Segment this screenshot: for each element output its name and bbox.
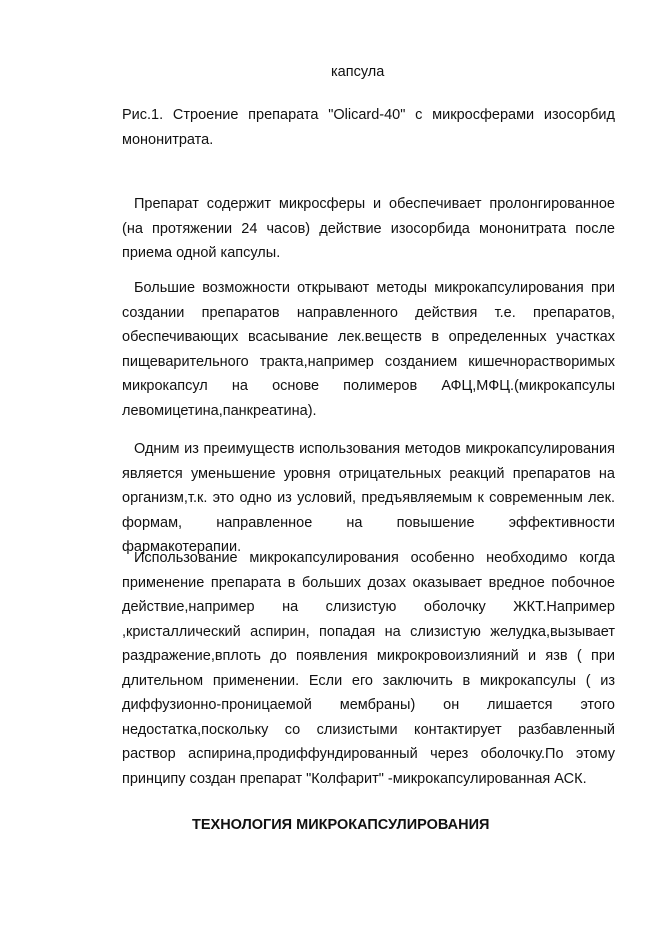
paragraph-3: Одним из преимуществ использования методов микрокапсулирования является уменьшение уровня отрицательных реакций препаратов на организм,т.к. это одно из условий, предъявляемым к современным лек. формам, направленное на повышение эффективности фармакотерапии. (122, 441, 615, 555)
paragraph-1: Препарат содержит микросферы и обеспечивает пролонгированное (на протяжении 24 часов) действие изосорбида мононитрата после приема одной капсулы. (122, 196, 615, 261)
paragraph-2: Большие возможности открывают методы микрокапсулирования при создании препаратов направленного действия т.е. препаратов, обеспечивающих всасывание лек.веществ в определенных участках пищеварительного тракта,например созданием кишечнорастворимых микрокапсул на основе полимеров АФЦ,МФЦ.(микрокапсулы левомицетина,панкреатина). (122, 280, 615, 419)
figure-caption: Рис.1. Строение препарата "Olicard-40" с микросферами изосорбид мононитрата. (122, 107, 615, 148)
section-heading: ТЕХНОЛОГИЯ МИКРОКАПСУЛИРОВАНИЯ (192, 817, 490, 833)
paragraph-4: Использование микрокапсулирования особенно необходимо когда применение препарата в больших дозах оказывает вредное побочное действие,например на слизистую оболочку ЖКТ.Например ,кристаллический аспирин, попадая на слизистую желудка,вызывает раздражение,вплоть до появления микрокровоизлияний и язв ( при длительном применении. Если его заключить в микрокапсулы ( из диффузионно-проницаемой мембраны) он лишается этого недостатка,поскольку со слизистыми контактирует разбавленный раствор аспирина,продиффундированный через оболочку.По этому принципу создан препарат "Колфарит" -микрокапсулированная АСК. (122, 550, 615, 787)
figure-caption-fragment: капсула (331, 64, 385, 80)
